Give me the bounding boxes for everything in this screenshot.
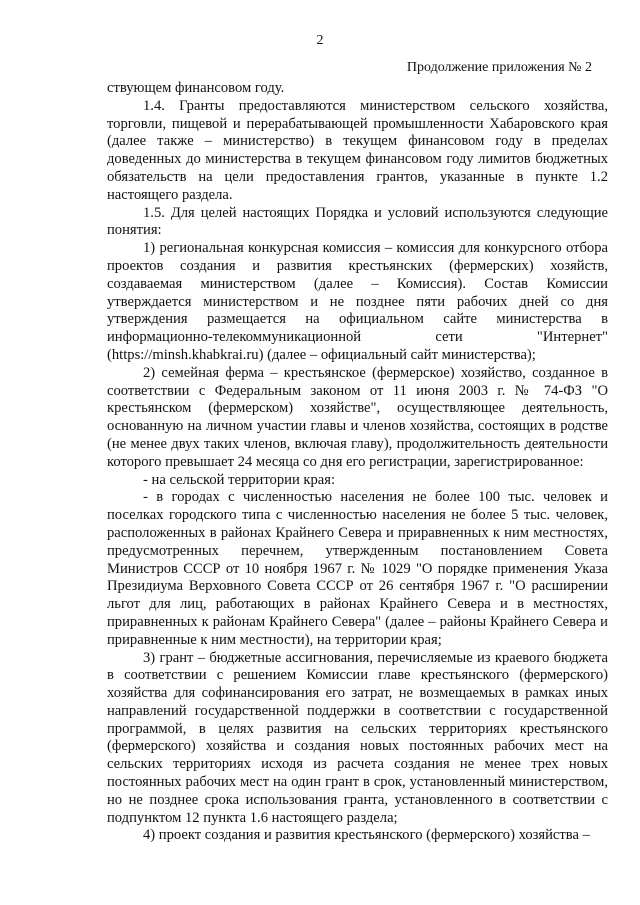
list-item-northern-cities: - в городах с численностью населения не более 100 тыс. человек и поселках городского типа с численностью населения не более 5 тыс. человек, расположенных в районах Крайнего Севера и приравненных к ним местностях, предусмотренных перечнем, утвержденным постановлением Совета Министров СССР от 10 ноября 1967 г. № 1029 "О порядке применения Указа Президиума Верховного Совета СССР от 26 сентября 1967 г. "О расширении льгот для лиц, работающих в районах Крайнего Севера и в местностях, приравненных к районам Крайнего Севера" (далее – районы Крайнего Севера и приравненные к ним местности), на территории края; — [107, 489, 608, 648]
document-body — [107, 80, 608, 845]
definition-1-commission: 1) региональная конкурсная комиссия – комиссия для конкурсного отбора проектов создания и развития крестьянских (фермерских) хозяйств, создаваемая министерством (далее – Комиссия). Состав Комиссии утверждается министерством и не позднее пяти рабочих дней со дня утверждения размещается на официальном сайте министерства в информационно-телекоммуникационной сети "Интернет" (https://minsh.khabkrai.ru) (далее – официальный сайт министерства); — [107, 240, 608, 363]
paragraph-1-5: 1.5. Для целей настоящих Порядка и условий используются следующие понятия: — [107, 204, 608, 239]
page-number: 2 — [316, 33, 324, 48]
continuation-label: Продолжение приложения № 2 — [406, 60, 592, 75]
list-item-rural-territory: - на сельской территории края: — [143, 471, 336, 488]
definition-2-family-farm: 2) семейная ферма – крестьянское (фермерское) хозяйство, созданное в соответствии с Федеральным законом от 11 июня 2003 г. № 74-ФЗ "О крестьянском (фермерском) хозяйстве", осуществляющее деятельность, основанную на личном участии главы и членов хозяйства, состоящих в родстве (не менее двух таких членов, включая главу), продолжительность деятельности которого превышает 24 месяца со дня его регистрации, зарегистрированное: — [107, 364, 608, 470]
paragraph-1-4: 1.4. Гранты предоставляются министерством сельского хозяйства, торговли, пищевой и перерабатывающей промышленности Хабаровского края (далее также – министерство) в текущем финансовом году в пределах доведенных до министерства в текущем финансовом году лимитов бюджетных обязательств на цели предоставления грантов, указанные в пункте 1.2 настоящего раздела. — [107, 97, 608, 203]
paragraph-continuation: ствующем финансовом году. — [107, 80, 285, 96]
definition-4-project: 4) проект создания и развития крестьянского (фермерского) хозяйства – — [143, 827, 590, 844]
definition-3-grant: 3) грант – бюджетные ассигнования, перечисляемые из краевого бюджета в соответствии с решением Комиссии главе крестьянского (фермерского) хозяйства для софинансирования его затрат, не возмещаемых в рамках иных направлений государственной поддержки в соответствии с государственной программой, в целях развития на сельских территориях крестьянского (фермерского) хозяйства и создания новых постоянных рабочих мест на сельских территориях исходя из расчета создания не менее трех новых постоянных рабочих мест на один грант в срок, установленный министерством, но не позднее срока использования гранта, установленного в соответствии с подпунктом 12 пункта 1.6 настоящего раздела; — [107, 649, 608, 826]
